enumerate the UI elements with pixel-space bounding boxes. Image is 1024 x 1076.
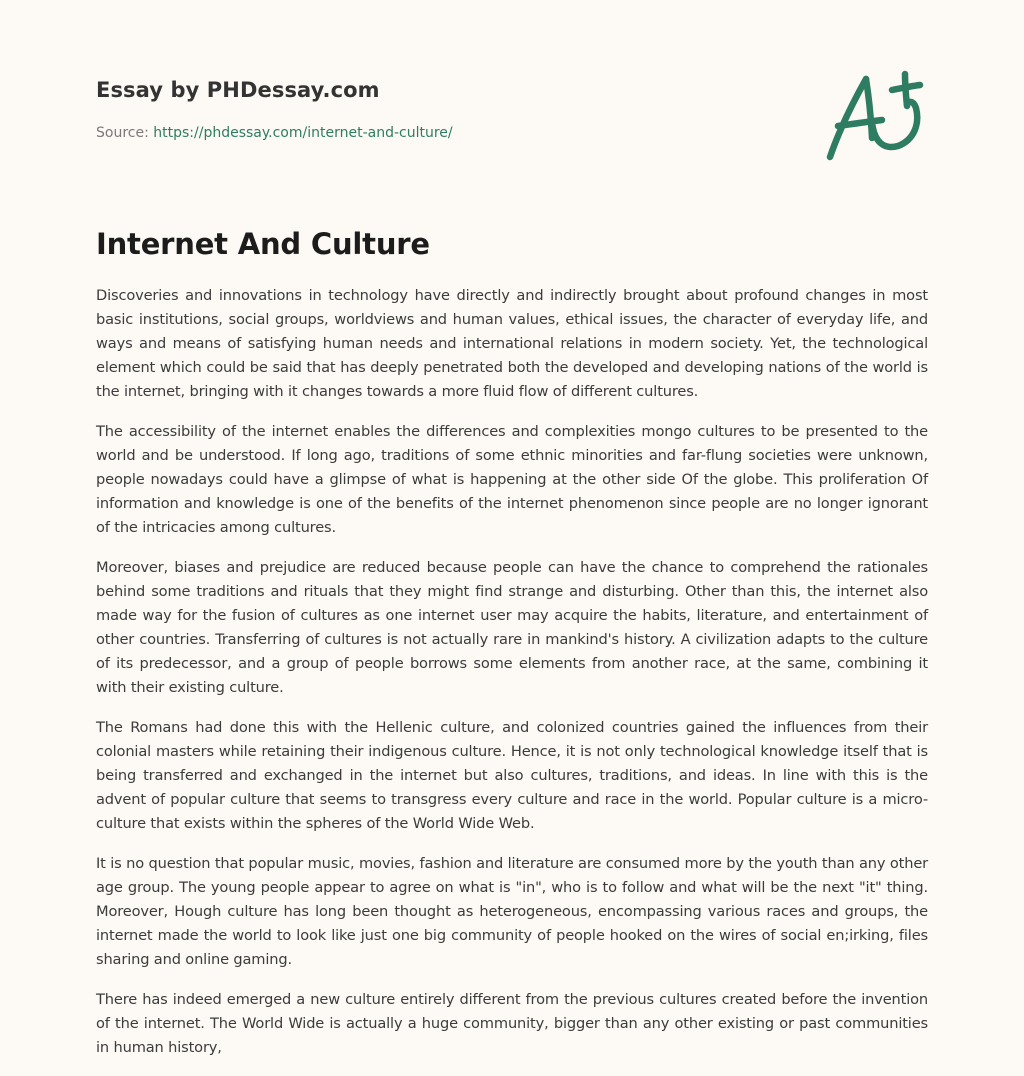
essay-paragraph: Moreover, biases and prejudice are reduced because people can have the chance to comprehend the rationales behind some traditions and rituals that they might find strange and disturbing. Other than this, the internet also made way for the fusion of cultures as one internet user may acquire the habits, literature, and entertainment of other countries. Transferring of cultures is not actually rare in mankind's history. A civilization adapts to the culture of its predecessor, and a group of people borrows some elements from another race, at the same, combining it with their existing culture.	[96, 559, 928, 696]
source-line	[96, 123, 796, 143]
source-label: Source:	[96, 125, 149, 141]
source-link[interactable]: https://phdessay.com/internet-and-culture/	[153, 125, 453, 141]
essay-paragraph: The accessibility of the internet enables the differences and complexities mongo cultures to be presented to the world and be understood. If long ago, traditions of some ethnic minorities and far-flung societies were unknown, people nowadays could have a glimpse of what is happening at the other side Of the globe. This proliferation Of information and knowledge is one of the benefits of the internet phenomenon since people are no longer ignorant of the intricacies among cultures.	[96, 423, 928, 536]
essay-paragraph: Discoveries and innovations in technology have directly and indirectly brought about profound changes in most basic institutions, social groups, worldviews and human values, ethical issues, the character of everyday life, and ways and means of satisfying human needs and international relations in modern society. Yet, the technological element which could be said that has deeply penetrated both the developed and developing nations of the world is the internet, bringing with it changes towards a more fluid flow of different cultures.	[96, 287, 928, 400]
essay-paragraph: It is no question that popular music, movies, fashion and literature are consumed more by the youth than any other age group. The young people appear to agree on what is "in", who is to follow and what will be the next "it" thing. Moreover, Hough culture has long been thought as heterogeneous, encompassing various races and groups, the internet made the world to look like just one big community of people hooked on the wires of social en;irking, files sharing and online gaming.	[96, 855, 928, 968]
essay-header	[96, 76, 796, 143]
site-brand: Essay by PHDessay.com	[96, 78, 380, 102]
essay-paragraph: There has indeed emerged a new culture entirely different from the previous cultures created before the invention of the internet. The World Wide is actually a huge community, bigger than any other existing or past communities in human history,	[96, 991, 928, 1056]
essay-body	[96, 284, 928, 1076]
a-plus-grade-icon	[822, 66, 928, 164]
essay-title: Internet And Culture	[96, 227, 430, 261]
essay-paragraph: The Romans had done this with the Hellenic culture, and colonized countries gained the influences from their colonial masters while retaining their indigenous culture. Hence, it is not only technological knowledge itself that is being transferred and exchanged in the internet but also cultures, traditions, and ideas. In line with this is the advent of popular culture that seems to transgress every culture and race in the world. Popular culture is a micro-culture that exists within the spheres of the World Wide Web.	[96, 719, 928, 832]
